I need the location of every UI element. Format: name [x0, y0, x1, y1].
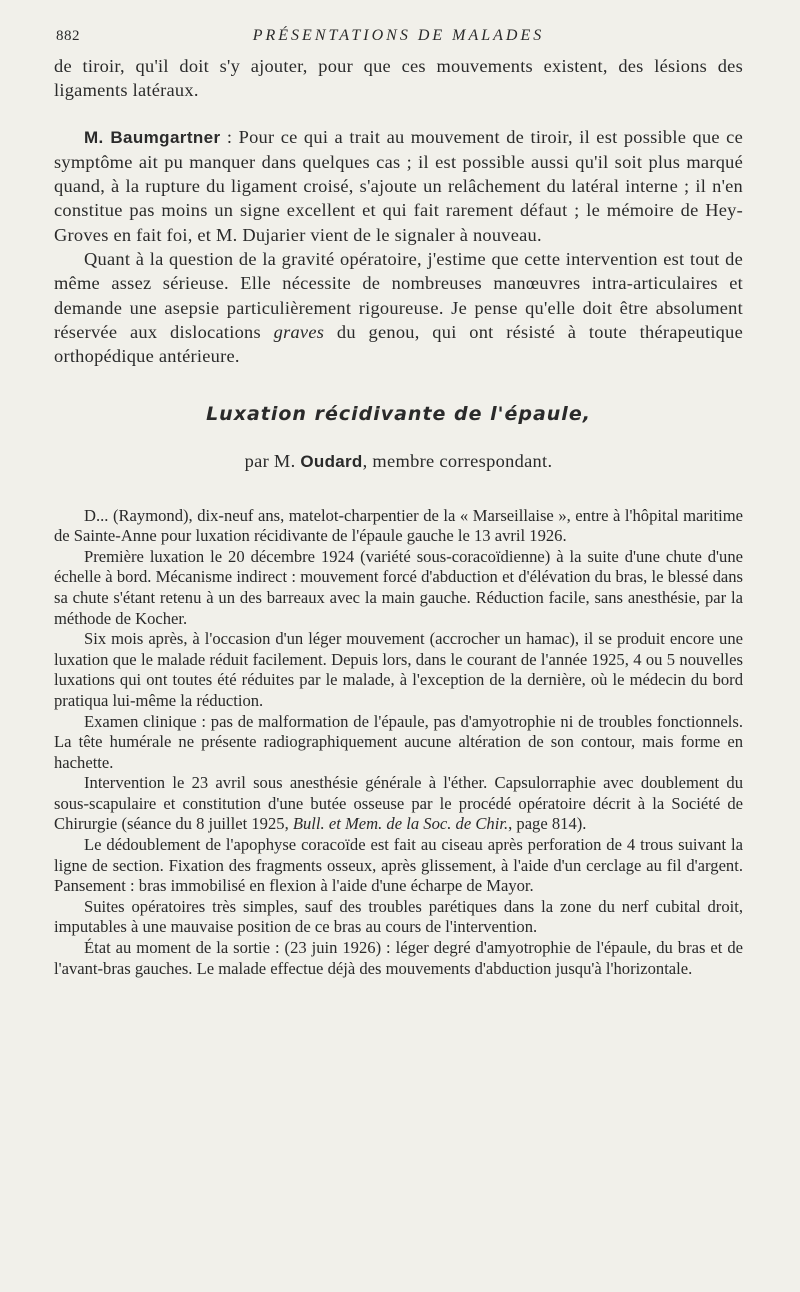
running-header: [54, 24, 743, 54]
paragraph-text: Quant à la question de la gravité opératoire, j'estime que cette intervention est tout de même assez sérieuse. Elle nécessite de nombreuses manœuvres intra-articulaires et demande une asepsie particulièrement rigoureuse. Je pense qu'elle doit être absolument réservée aux dislocations: [54, 249, 743, 342]
discussion-paragraph-2: [54, 125, 743, 247]
byline-suffix: , membre correspondant.: [362, 450, 553, 471]
speaker-name: M. Baumgartner: [84, 127, 221, 147]
article-byline: [54, 451, 743, 472]
paragraph-text: du genou, qui ont résisté à toute thérapeutique orthopédique antérieure.: [54, 321, 743, 367]
paragraph-text: Intervention le 23 avril sous anesthésie générale à l'éther. Capsulorraphie avec doublement du sous-scapulaire et constitution d'une butée osseuse par le procédé opératoire décrit à la Société de Chirurgie (séance du 8 juillet 1925,: [54, 773, 743, 834]
discussion-paragraph-3: [54, 247, 743, 368]
case-paragraph-8: État au moment de la sortie : (23 juin 1926) : léger degré d'amyotrophie de l'épaule, du bras et de l'avant-bras gauches. Le malade effectue déjà des mouvements d'abduction jusqu'à l'horizontale.: [54, 938, 743, 978]
page-number: 882: [56, 28, 80, 44]
case-paragraph-2: Première luxation le 20 décembre 1924 (variété sous-coracoïdienne) à la suite d'une chute d'une échelle à bord. Mécanisme indirect : mouvement forcé d'abduction et d'élévation du bras, le blessé dans sa chute s'étant retenu à un des barreaux avec la main gauche. Réduction facile, sans anesthésie, par la méthode de Kocher.: [54, 546, 743, 628]
case-paragraph-5: [54, 773, 743, 835]
byline-prefix: par M.: [244, 450, 301, 471]
author-name: Oudard: [300, 451, 363, 471]
case-paragraph-3: Six mois après, à l'occasion d'un léger mouvement (accrocher un hamac), il se produit encore une luxation que le malade réduit facilement. Depuis lors, dans le courant de l'année 1925, 4 ou 5 nouvelles luxations qui ont toutes été réduites par le malade, à l'exception de la dernière, où le médecin du bord pratiqua lui-même la réduction.: [54, 629, 743, 710]
discussion-section: [54, 54, 743, 369]
case-paragraph-4: Examen clinique : pas de malformation de l'épaule, pas d'amyotrophie ni de troubles fonctionnels. La tête humérale ne présente radiographiquement aucune altération de son contour, mais forme en hachette.: [54, 711, 743, 772]
paragraph-text: , page 814).: [508, 814, 587, 834]
discussion-paragraph-1: de tiroir, qu'il doit s'y ajouter, pour que ces mouvements existent, des lésions des ligaments latéraux.: [54, 56, 743, 101]
case-report: [54, 506, 743, 980]
emphasis-text: graves: [273, 321, 325, 342]
case-paragraph-7: Suites opératoires très simples, sauf des troubles parétiques dans la zone du nerf cubital droit, imputables à une mauvaise position de ce bras au cours de l'intervention.: [54, 896, 743, 937]
case-paragraph-6: Le dédoublement de l'apophyse coracoïde est fait au ciseau après perforation de 4 trous suivant la ligne de section. Fixation des fragments osseux, après glissement, à l'aide d'un cerclage au fil d'argent. Pansement : bras immobilisé en flexion à l'aide d'une écharpe de Mayor.: [54, 835, 743, 896]
citation-text: Bull. et Mem. de la Soc. de Chir.: [292, 814, 509, 834]
article-title: Luxation récidivante de l'épaule,: [206, 402, 591, 425]
speaker-text: : Pour ce qui a trait au mouvement de tiroir, il est possible que ce symptôme ait pu manquer dans quelques cas ; il est possible aussi qu'il soit plus marqué quand, à la rupture du ligament croisé, s'ajoute un relâchement du latéral interne ; il n'en constitue pas moins un signe excellent et qui fait rarement défaut ; le mémoire de Hey-Groves en fait foi, et M. Dujarier vient de le signaler à nouveau.: [54, 126, 743, 245]
case-paragraph-1: D... (Raymond), dix-neuf ans, matelot-charpentier de la « Marseillaise », entre à l'hôpital maritime de Sainte-Anne pour luxation récidivante de l'épaule gauche le 13 avril 1926.: [54, 505, 743, 546]
running-title: PRÉSENTATIONS DE MALADES: [252, 27, 545, 44]
